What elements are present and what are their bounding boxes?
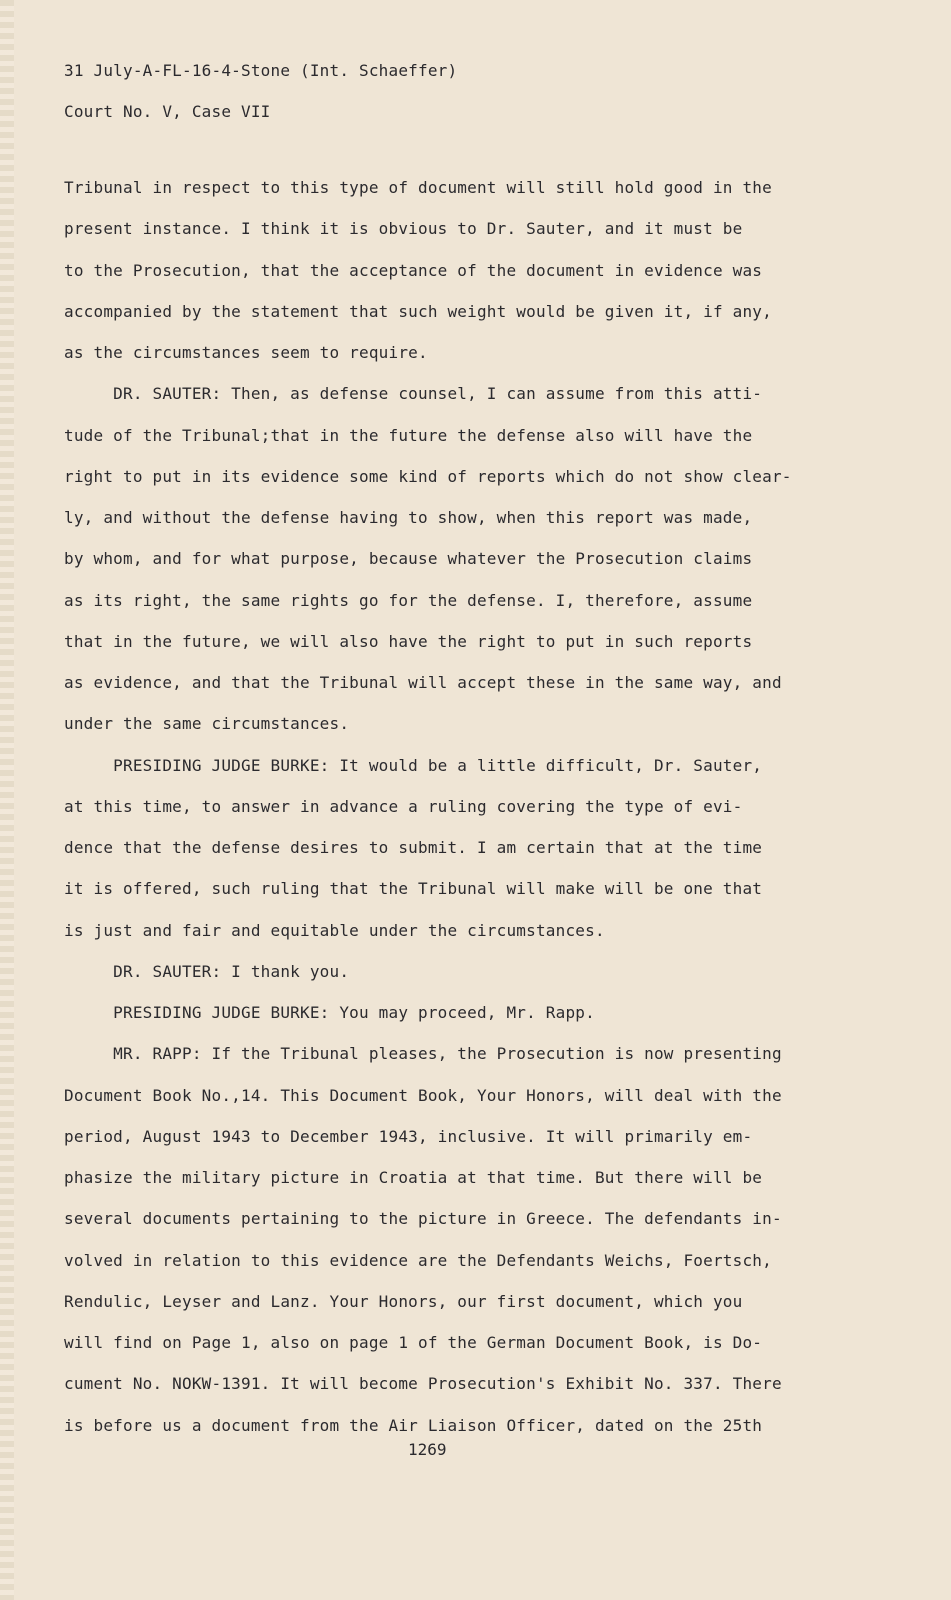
transcript-line: by whom, and for what purpose, because whatever the Prosecution claims (64, 549, 753, 569)
header-line-2: Court No. V, Case VII (64, 102, 271, 121)
transcript-line: as its right, the same rights go for the defense. I, therefore, assume (64, 590, 753, 610)
transcript-line: MR. RAPP: If the Tribunal pleases, the Prosecution is now presenting (64, 1044, 782, 1064)
transcript-line: right to put in its evidence some kind of reports which do not show clear- (64, 466, 792, 486)
transcript-line: several documents pertaining to the picture in Greece. The defendants in- (64, 1209, 782, 1229)
transcript-line: period, August 1943 to December 1943, inclusive. It will primarily em- (64, 1126, 753, 1146)
transcript-line: DR. SAUTER: Then, as defense counsel, I can assume from this atti- (64, 384, 763, 404)
transcript-line: is just and fair and equitable under the circumstances. (64, 920, 605, 940)
transcript-line: that in the future, we will also have the right to put in such reports (64, 631, 753, 651)
transcript-line: Rendulic, Leyser and Lanz. Your Honors, our first document, which you (64, 1291, 743, 1311)
transcript-line: present instance. I think it is obvious to Dr. Sauter, and it must be (64, 219, 743, 239)
transcript-line: it is offered, such ruling that the Tribunal will make will be one that (64, 879, 763, 899)
transcript-line: Document Book No.,14. This Document Book, Your Honors, will deal with the (64, 1085, 782, 1105)
transcript-line: ly, and without the defense having to show, when this report was made, (64, 508, 753, 527)
transcript-line: as evidence, and that the Tribunal will accept these in the same way, and (64, 673, 782, 692)
transcript-line: DR. SAUTER: I thank you. (64, 961, 350, 981)
transcript-line: accompanied by the statement that such weight would be given it, if any, (64, 301, 772, 321)
transcript-line: to the Prosecution, that the acceptance of the document in evidence was (64, 260, 763, 280)
header-line-1: 31 July-A-FL-16-4-Stone (Int. Schaeffer) (64, 61, 458, 80)
transcript-body (64, 167, 792, 1446)
page-number: 1269 (408, 1440, 447, 1459)
transcript-line: phasize the military picture in Croatia at that time. But there will be (64, 1168, 763, 1187)
transcript-line: Tribunal in respect to this type of document will still hold good in the (64, 178, 772, 197)
transcript-line: as the circumstances seem to require. (64, 343, 428, 362)
transcript-line: is before us a document from the Air Liaison Officer, dated on the 25th (64, 1415, 763, 1435)
transcript-line: cument No. NOKW-1391. It will become Prosecution's Exhibit No. 337. There (64, 1374, 782, 1394)
transcript-line: PRESIDING JUDGE BURKE: It would be a little difficult, Dr. Sauter, (64, 755, 763, 775)
transcript-line: at this time, to answer in advance a ruling covering the type of evi- (64, 796, 743, 816)
transcript-line: under the same circumstances. (64, 714, 350, 734)
transcript-line: will find on Page 1, also on page 1 of the German Document Book, is Do- (64, 1333, 763, 1352)
page-header (64, 50, 457, 132)
transcript-line: dence that the defense desires to submit. I am certain that at the time (64, 838, 763, 857)
transcript-line: tude of the Tribunal;that in the future the defense also will have the (64, 425, 753, 445)
transcript-line: PRESIDING JUDGE BURKE: You may proceed, Mr. Rapp. (64, 1003, 595, 1022)
page-edge (0, 0, 14, 1600)
transcript-line: volved in relation to this evidence are the Defendants Weichs, Foertsch, (64, 1250, 772, 1270)
